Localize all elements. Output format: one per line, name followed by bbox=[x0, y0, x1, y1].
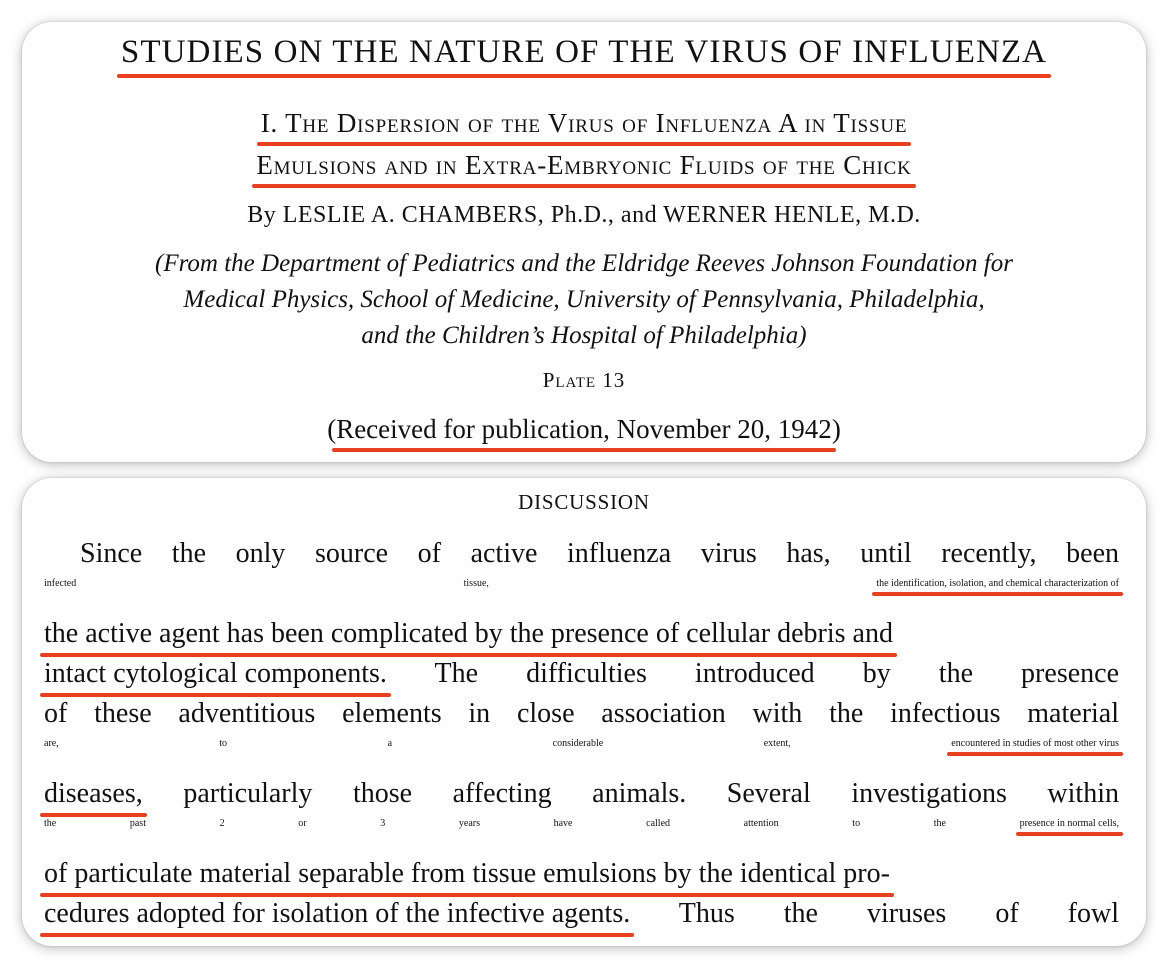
discussion-line-4-highlight: intact cytological components. bbox=[44, 658, 387, 689]
paper-subtitle-text-1: I. The Dispersion of the Virus of Influenza A in Tissue bbox=[260, 108, 908, 138]
paper-title-text: STUDIES ON THE NATURE OF THE VIRUS OF INFLUENZA bbox=[120, 34, 1048, 70]
paper-subtitle-line-1 bbox=[22, 108, 1146, 139]
discussion-line-1: Since the only source of active influenza virus has, until recently, been bbox=[80, 538, 1119, 569]
paper-subtitle-line-2 bbox=[22, 150, 1146, 181]
discussion-line-8-highlight: presence in normal cells, bbox=[1019, 818, 1119, 829]
discussion-line-2 bbox=[44, 578, 1119, 589]
paper-title bbox=[22, 34, 1146, 71]
author-line: By LESLIE A. CHAMBERS, Ph.D., and WERNER HENLE, M.D. bbox=[247, 202, 921, 228]
discussion-line-6-plain: are, to a considerable extent, bbox=[44, 738, 791, 749]
received-open-paren: ( bbox=[327, 414, 337, 444]
discussion-line-5: of these adventitious elements in close association with the infectious material bbox=[44, 698, 1119, 729]
discussion-line-7-highlight: diseases, bbox=[44, 778, 143, 809]
discussion-line-2-plain: infected tissue, bbox=[44, 578, 489, 589]
discussion-line-6-highlight: encountered in studies of most other virus bbox=[951, 738, 1120, 749]
discussion-line-6 bbox=[44, 738, 1119, 749]
discussion-excerpt-card bbox=[22, 478, 1146, 946]
plate-label: Plate 13 bbox=[542, 368, 626, 392]
received-date bbox=[22, 414, 1146, 445]
discussion-line-7 bbox=[44, 778, 1119, 810]
discussion-line-8-plain: the past 2 or 3 years have called attention to the bbox=[44, 818, 946, 829]
affiliation-line-2: Medical Physics, School of Medicine, University of Pennsylvania, Philadelphia, bbox=[183, 286, 985, 313]
discussion-line-9-highlight: of particulate material separable from tissue emulsions by the identical pro- bbox=[44, 858, 890, 889]
discussion-line-9 bbox=[44, 858, 1119, 890]
discussion-line-2-highlight: the identification, isolation, and chemical characterization of bbox=[876, 578, 1120, 589]
discussion-line-3 bbox=[44, 618, 1119, 650]
discussion-line-10-highlight: cedures adopted for isolation of the infective agents. bbox=[44, 898, 631, 929]
affiliation-line-3: and the Children’s Hospital of Philadelphia) bbox=[361, 322, 807, 349]
paper-subtitle-text-2: Emulsions and in Extra-Embryonic Fluids of the Chick bbox=[256, 150, 912, 180]
title-excerpt-card bbox=[22, 22, 1146, 462]
discussion-line-10-plain: Thus the viruses of fowl bbox=[678, 898, 1119, 929]
affiliation-line-1: (From the Department of Pediatrics and the Eldridge Reeves Johnson Foundation for bbox=[155, 250, 1013, 277]
discussion-heading: DISCUSSION bbox=[518, 490, 650, 514]
received-close-paren: ) bbox=[831, 414, 841, 444]
received-date-text: Received for publication, November 20, 1942 bbox=[336, 414, 832, 444]
discussion-line-8 bbox=[44, 818, 1119, 829]
discussion-line-4 bbox=[44, 658, 1119, 690]
discussion-line-3-highlight: the active agent has been complicated by the presence of cellular debris and bbox=[44, 618, 893, 649]
discussion-line-4-plain: The difficulties introduced by the presence bbox=[434, 658, 1119, 689]
discussion-line-10 bbox=[44, 898, 1119, 930]
discussion-line-7-plain: particularly those affecting animals. Several investigations within bbox=[183, 778, 1119, 809]
